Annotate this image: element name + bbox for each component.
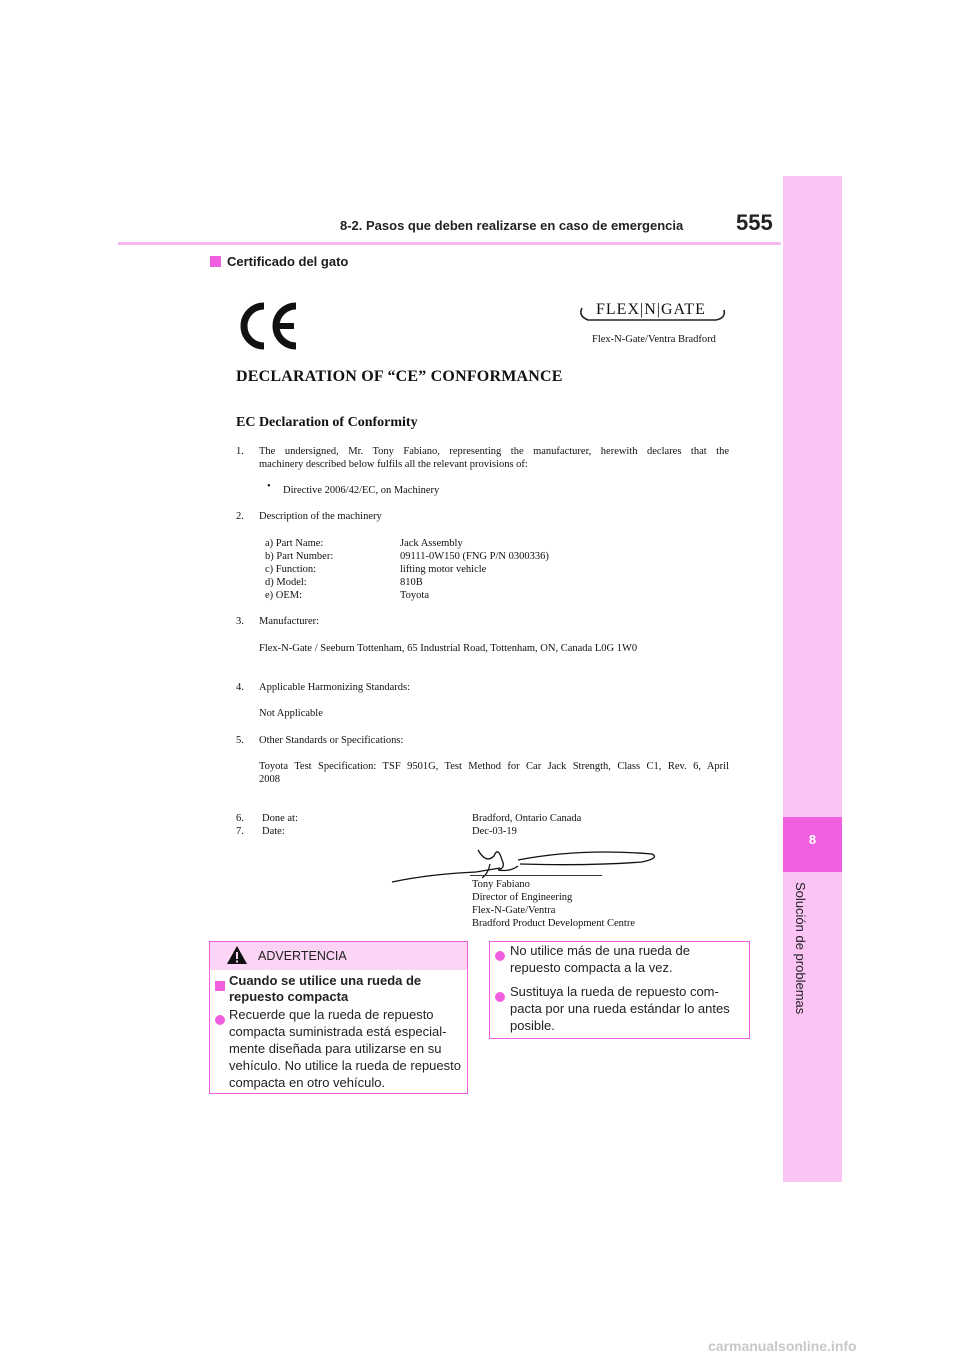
item5-text: Other Standards or Specifications: bbox=[259, 735, 404, 746]
item1-line1: The undersigned, Mr. Tony Fabiano, representing the manufacturer, herewith declares that the bbox=[259, 446, 729, 457]
item1-line2: machinery described below fulfils all the relevant provisions of: bbox=[259, 459, 528, 470]
item7-number: 7. bbox=[236, 826, 244, 837]
square-bullet-icon bbox=[210, 256, 221, 267]
item1-number: 1. bbox=[236, 446, 244, 457]
warning-heading-line1: Cuando se utilice una rueda de bbox=[229, 973, 422, 988]
model-value: 810B bbox=[400, 577, 423, 588]
warning-line-1: Recuerde que la rueda de repuesto bbox=[229, 1007, 434, 1022]
part-number-label: b) Part Number: bbox=[265, 551, 334, 562]
model-label: d) Model: bbox=[265, 577, 307, 588]
item6-text: Done at: bbox=[262, 813, 298, 824]
note-bullet2-line2: pacta por una rueda estándar lo antes bbox=[510, 1001, 730, 1016]
section-heading bbox=[210, 254, 348, 269]
note-bullet2-line1: Sustituya la rueda de repuesto com- bbox=[510, 984, 719, 999]
item4-number: 4. bbox=[236, 682, 244, 693]
round-bullet-icon bbox=[495, 948, 505, 966]
manufacturer-address: Flex-N-Gate / Seeburn Tottenham, 65 Industrial Road, Tottenham, ON, Canada L0G 1W0 bbox=[259, 643, 638, 654]
signatory-name: Tony Fabiano bbox=[472, 879, 530, 890]
chapter-side-tab bbox=[783, 176, 842, 1182]
warning-triangle-icon bbox=[226, 945, 248, 965]
round-bullet-icon bbox=[495, 989, 505, 1007]
warning-line-3: mente diseñada para utilizarse en su bbox=[229, 1041, 442, 1056]
signatory-company: Flex-N-Gate/Ventra bbox=[472, 905, 556, 916]
note-bullet2-line3: posible. bbox=[510, 1018, 555, 1033]
item4-detail: Not Applicable bbox=[259, 708, 323, 719]
page-number: 555 bbox=[736, 210, 773, 235]
item3-text: Manufacturer: bbox=[259, 616, 320, 627]
ce-mark-icon bbox=[236, 300, 300, 352]
chapter-label: Solución de problemas bbox=[793, 882, 808, 1015]
item2-text: Description of the machinery bbox=[259, 511, 382, 522]
chapter-number: 8 bbox=[808, 832, 817, 847]
item5-detail-line1: Toyota Test Specification: TSF 9501G, Test Method for Car Jack Strength, Class C1, Rev. 6, April bbox=[259, 761, 729, 772]
warning-line-4: vehículo. No utilice la rueda de repuesto bbox=[229, 1058, 461, 1073]
note-bullet1-line1: No utilice más de una rueda de bbox=[510, 943, 690, 958]
logo-subtitle: Flex-N-Gate/Ventra Bradford bbox=[592, 334, 716, 345]
warning-heading-line2: repuesto compacta bbox=[229, 989, 349, 1004]
part-name-value: Jack Assembly bbox=[400, 538, 463, 549]
footer-watermark: carmanualsonline.info bbox=[708, 1338, 857, 1354]
square-bullet-icon bbox=[215, 978, 225, 996]
item3-number: 3. bbox=[236, 616, 244, 627]
signature-line bbox=[470, 875, 602, 876]
round-bullet-icon bbox=[215, 1012, 225, 1030]
warning-line-2: compacta suministrada está especial- bbox=[229, 1024, 447, 1039]
signatory-centre: Bradford Product Development Centre bbox=[472, 918, 635, 929]
oem-label: e) OEM: bbox=[265, 590, 303, 601]
warning-title: ADVERTENCIA bbox=[258, 949, 347, 963]
svg-text:FLEX|N|GATE: FLEX|N|GATE bbox=[596, 301, 706, 318]
signatory-title: Director of Engineering bbox=[472, 892, 573, 903]
item5-detail-line2: 2008 bbox=[259, 774, 280, 785]
bullet-dot-icon: • bbox=[267, 481, 271, 492]
item6-number: 6. bbox=[236, 813, 244, 824]
part-name-label: a) Part Name: bbox=[265, 538, 324, 549]
item5-number: 5. bbox=[236, 735, 244, 746]
date-value: Dec-03-19 bbox=[472, 826, 517, 837]
function-value: lifting motor vehicle bbox=[400, 564, 487, 575]
declaration-subtitle: EC Declaration of Conformity bbox=[236, 415, 418, 430]
part-number-value: 09111-0W150 (FNG P/N 0300336) bbox=[400, 551, 549, 562]
item2-number: 2. bbox=[236, 511, 244, 522]
warning-line-5: compacta en otro vehículo. bbox=[229, 1075, 386, 1090]
done-at-value: Bradford, Ontario Canada bbox=[472, 813, 582, 824]
item4-text: Applicable Harmonizing Standards: bbox=[259, 682, 411, 693]
note-bullet1-line2: repuesto compacta a la vez. bbox=[510, 960, 673, 975]
item1-directive: Directive 2006/42/EC, on Machinery bbox=[283, 485, 440, 496]
header-divider bbox=[118, 242, 781, 245]
flex-n-gate-logo bbox=[576, 296, 728, 326]
declaration-title: DECLARATION OF “CE” CONFORMANCE bbox=[236, 368, 563, 385]
oem-value: Toyota bbox=[400, 590, 430, 601]
section-heading-text: Certificado del gato bbox=[227, 254, 349, 269]
function-label: c) Function: bbox=[265, 564, 317, 575]
header-section-title: 8-2. Pasos que deben realizarse en caso de emergencia bbox=[340, 218, 684, 233]
item7-text: Date: bbox=[262, 826, 285, 837]
